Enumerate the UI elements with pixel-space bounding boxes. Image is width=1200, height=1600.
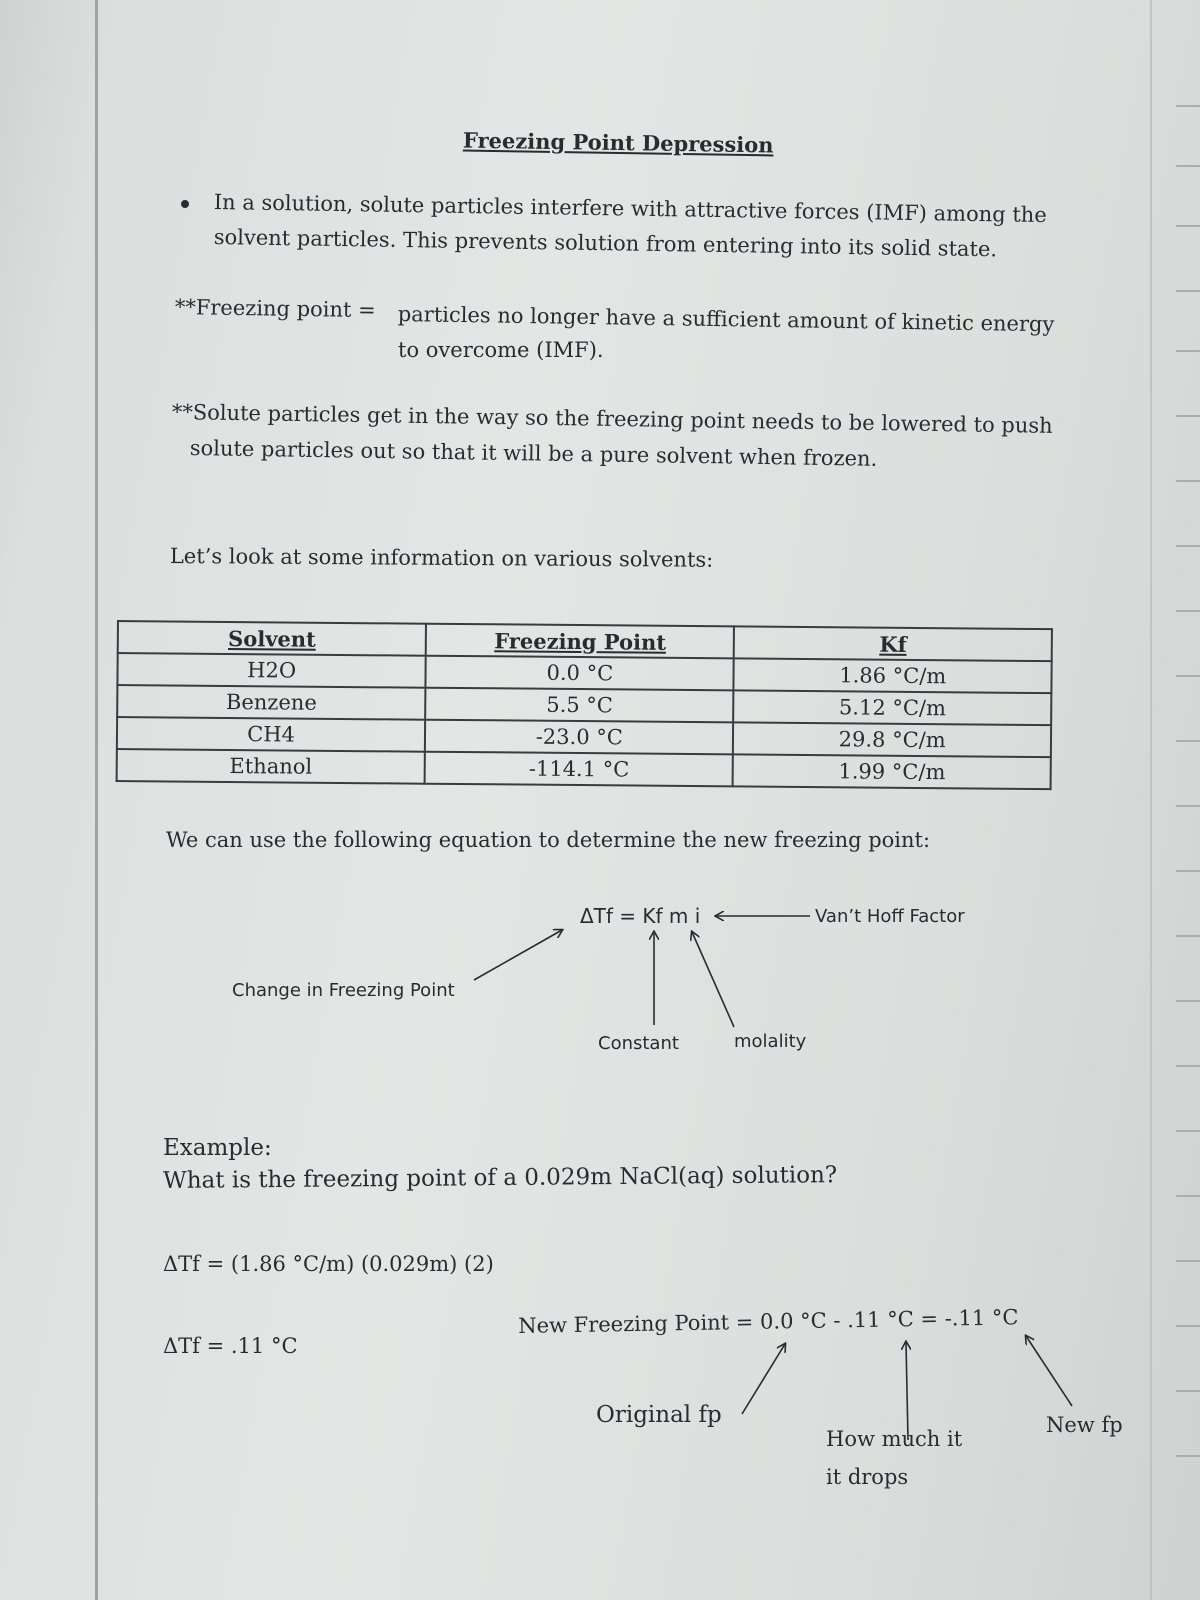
cell-freezing-point: 5.5 °C xyxy=(425,688,733,723)
example-heading: Example: xyxy=(163,1135,272,1161)
cell-solvent: Ethanol xyxy=(117,749,425,784)
table-intro: Let’s look at some information on various solvents: xyxy=(169,544,714,572)
label-original-fp: Original fp xyxy=(596,1402,722,1428)
note-2-line-2: solute particles out so that it will be a pure solvent when frozen. xyxy=(189,436,878,471)
arrow-molality xyxy=(692,932,734,1027)
label-molality: molality xyxy=(734,1031,807,1052)
arrow-change-in-freezing-point xyxy=(474,930,562,980)
cell-solvent: H2O xyxy=(117,653,425,688)
note-2-line-1: **Solute particles get in the way so the freezing point needs to be lowered to push xyxy=(171,400,1053,438)
calculation-1: ΔTf = (1.86 °C/m) (0.029m) (2) xyxy=(163,1252,494,1276)
cell-kf: 1.99 °C/m xyxy=(733,754,1051,789)
cell-freezing-point: -23.0 °C xyxy=(425,720,733,755)
arrow-new-fp xyxy=(1026,1336,1072,1406)
cell-kf: 29.8 °C/m xyxy=(733,722,1051,757)
arrow-original-fp xyxy=(742,1344,785,1414)
label-how-much-line-2: it drops xyxy=(826,1465,909,1489)
example-question: What is the freezing point of a 0.029m NaCl(aq) solution? xyxy=(163,1162,838,1194)
calculation-2: ΔTf = .11 °C xyxy=(163,1334,298,1358)
label-constant: Constant xyxy=(598,1033,679,1054)
cell-freezing-point: 0.0 °C xyxy=(426,656,734,691)
note-1-line-1: particles no longer have a sufficient amount of kinetic energy xyxy=(397,302,1055,337)
cell-solvent: CH4 xyxy=(117,717,425,752)
equation-intro: We can use the following equation to determine the new freezing point: xyxy=(166,828,931,852)
note-1-label: **Freezing point = xyxy=(174,295,376,323)
arrow-how-much-it-drops xyxy=(906,1342,908,1440)
header-kf: Kf xyxy=(734,626,1052,661)
page-title: Freezing Point Depression xyxy=(462,127,774,158)
label-vant-hoff: Van’t Hoff Factor xyxy=(815,906,965,927)
cell-kf: 5.12 °C/m xyxy=(734,690,1052,725)
equation: ΔTf = Kf m i xyxy=(580,904,701,928)
label-how-much-line-1: How much it xyxy=(826,1427,963,1451)
label-new-fp: New fp xyxy=(1046,1413,1123,1437)
new-freezing-point-equation: New Freezing Point = 0.0 °C - .11 °C = -.11 °C xyxy=(518,1305,1019,1338)
cell-solvent: Benzene xyxy=(117,685,425,720)
note-1-line-2: to overcome (IMF). xyxy=(398,338,604,362)
cell-freezing-point: -114.1 °C xyxy=(425,752,733,787)
cell-kf: 1.86 °C/m xyxy=(734,658,1052,693)
bullet-line-2: solvent particles. This prevents solution from entering into its solid state. xyxy=(213,225,998,262)
header-freezing-point: Freezing Point xyxy=(426,624,734,659)
bullet-line-1: In a solution, solute particles interfere with attractive forces (IMF) among the xyxy=(213,190,1047,228)
label-change-in-freezing-point: Change in Freezing Point xyxy=(232,980,455,1001)
header-solvent: Solvent xyxy=(118,621,426,656)
